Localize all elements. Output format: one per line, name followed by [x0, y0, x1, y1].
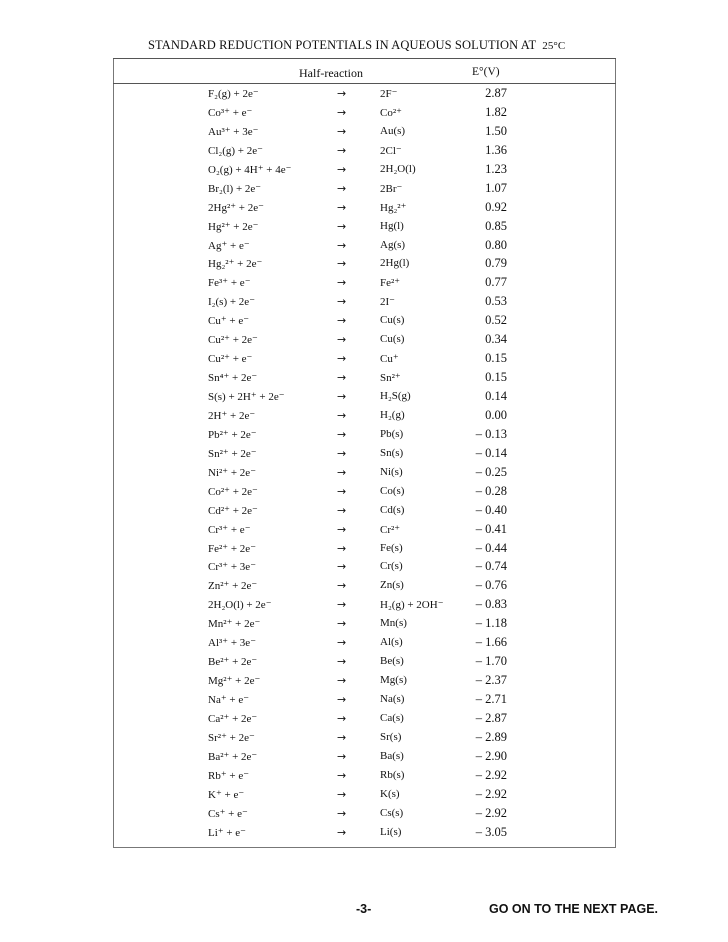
half-reaction-reactants: Au³⁺ + 3e⁻: [208, 125, 259, 138]
half-reaction-reactants: Sn⁴⁺ + 2e⁻: [208, 372, 258, 385]
table-row: [0, 236, 728, 255]
standard-potential: 0.77: [485, 275, 507, 290]
standard-potential: – 0.13: [475, 426, 507, 441]
half-reaction-products: 2Br⁻: [380, 182, 403, 195]
half-reaction-products: Au(s): [380, 124, 406, 137]
half-reaction-reactants: Be²⁺ + 2e⁻: [208, 656, 258, 669]
reaction-arrow: →: [337, 768, 347, 782]
table-row: [0, 179, 728, 198]
half-reaction-reactants: Co²⁺ + 2e⁻: [208, 485, 258, 498]
standard-potential: – 0.83: [475, 597, 507, 612]
table-row: [0, 690, 728, 709]
reaction-arrow: →: [337, 390, 347, 403]
half-reaction-reactants: I₂(s) + 2e⁻: [208, 296, 255, 309]
table-row: [0, 444, 728, 463]
column-header-potential: E°(V): [472, 66, 500, 78]
half-reaction-reactants: Cs⁺ + e⁻: [208, 807, 248, 820]
half-reaction-reactants: Mn²⁺ + 2e⁻: [208, 618, 261, 631]
reaction-arrow: →: [337, 408, 347, 422]
table-body: [0, 84, 728, 842]
reaction-arrow: →: [337, 219, 347, 233]
half-reaction-products: Sr(s): [380, 730, 402, 743]
standard-potential: 1.23: [485, 161, 507, 176]
half-reaction-products: Li(s): [380, 825, 402, 838]
standard-potential: – 0.25: [475, 464, 507, 479]
half-reaction-products: Pb(s): [380, 427, 404, 440]
half-reaction-reactants: Ba²⁺ + 2e⁻: [208, 750, 258, 763]
table-row: [0, 160, 728, 179]
standard-potential: 0.15: [485, 370, 507, 385]
half-reaction-products: Mg(s): [380, 674, 407, 687]
standard-potential: – 2.92: [475, 805, 507, 820]
half-reaction-reactants: Ca²⁺ + 2e⁻: [208, 712, 258, 725]
table-row: [0, 463, 728, 482]
standard-potential: 0.92: [485, 199, 507, 214]
half-reaction-reactants: Li⁺ + e⁻: [208, 826, 246, 839]
half-reaction-reactants: O₂(g) + 4H⁺ + 4e⁻: [208, 163, 292, 176]
table-row: [0, 103, 728, 122]
table-row: [0, 330, 728, 349]
half-reaction-reactants: Al³⁺ + 3e⁻: [208, 637, 256, 650]
table-row: [0, 122, 728, 141]
standard-potential: – 1.70: [475, 654, 507, 669]
reaction-arrow: →: [337, 143, 347, 157]
half-reaction-products: Ag(s): [380, 238, 406, 251]
half-reaction-products: Al(s): [380, 636, 403, 649]
standard-potential: 1.07: [485, 180, 507, 195]
reaction-arrow: →: [337, 711, 347, 725]
standard-potential: 0.14: [485, 389, 507, 403]
half-reaction-reactants: Cl₂(g) + 2e⁻: [208, 144, 263, 157]
table-row: [0, 387, 728, 406]
half-reaction-reactants: Cr³⁺ + e⁻: [208, 523, 251, 536]
half-reaction-products: Co²⁺: [380, 106, 402, 119]
reaction-arrow: →: [337, 446, 347, 460]
half-reaction-reactants: Sr²⁺ + 2e⁻: [208, 731, 255, 744]
standard-potential: – 2.71: [475, 692, 507, 706]
standard-potential: 0.53: [485, 294, 507, 309]
half-reaction-products: 2F⁻: [380, 88, 398, 100]
half-reaction-products: Mn(s): [380, 617, 407, 630]
standard-potential: – 0.74: [475, 559, 507, 574]
standard-potential: – 2.90: [475, 748, 507, 763]
table-row: [0, 804, 728, 823]
table-row: [0, 349, 728, 368]
standard-potential: 1.50: [485, 123, 507, 138]
half-reaction-products: Hg₂²⁺: [380, 201, 407, 214]
half-reaction-reactants: Sn²⁺ + 2e⁻: [208, 447, 257, 460]
half-reaction-products: Cs(s): [380, 806, 404, 819]
table-row: [0, 254, 728, 273]
reaction-arrow: →: [337, 579, 347, 593]
reaction-arrow: →: [337, 484, 347, 498]
half-reaction-products: K(s): [380, 787, 400, 800]
table-row: [0, 785, 728, 804]
reaction-arrow: →: [337, 560, 347, 574]
standard-potential: – 0.41: [475, 521, 507, 536]
half-reaction-products: Cr(s): [380, 560, 403, 573]
standard-potential: – 1.66: [475, 635, 507, 650]
reaction-arrow: →: [337, 257, 347, 271]
half-reaction-products: Fe(s): [380, 541, 403, 554]
half-reaction-products: Cd(s): [380, 503, 405, 516]
reaction-arrow: →: [337, 636, 347, 650]
standard-potential: – 2.89: [475, 729, 507, 744]
reaction-arrow: →: [337, 200, 347, 214]
reaction-arrow: →: [337, 124, 347, 138]
reaction-arrow: →: [337, 295, 347, 309]
title-temperature: 25°C: [542, 40, 566, 52]
half-reaction-reactants: Hg₂²⁺ + 2e⁻: [208, 258, 263, 271]
half-reaction-products: Ni(s): [380, 465, 403, 478]
standard-potential: – 2.92: [475, 786, 507, 801]
half-reaction-reactants: Fe³⁺ + e⁻: [208, 277, 251, 290]
reaction-arrow: →: [337, 806, 347, 820]
standard-potential: – 2.87: [475, 710, 507, 725]
reaction-arrow: →: [337, 503, 347, 517]
table-row: [0, 311, 728, 330]
table-row: [0, 368, 728, 387]
half-reaction-reactants: Br₂(l) + 2e⁻: [208, 182, 262, 195]
reaction-arrow: →: [337, 825, 347, 839]
reaction-arrow: →: [337, 541, 347, 555]
table-row: [0, 501, 728, 520]
half-reaction-products: 2H₂O(l): [380, 162, 416, 175]
standard-potential: – 2.37: [475, 673, 507, 688]
reaction-arrow: →: [337, 730, 347, 744]
table-row: [0, 633, 728, 652]
table-row: [0, 595, 728, 614]
half-reaction-products: H₂(g) + 2OH⁻: [380, 599, 444, 612]
reaction-arrow: →: [337, 87, 347, 100]
reaction-arrow: →: [337, 314, 347, 328]
half-reaction-reactants: Hg²⁺ + 2e⁻: [208, 220, 259, 233]
reaction-arrow: →: [337, 787, 347, 801]
half-reaction-products: H₂S(g): [380, 390, 411, 402]
half-reaction-products: Rb(s): [380, 768, 405, 781]
standard-potential: – 0.44: [475, 540, 507, 555]
standard-potential: 0.80: [485, 237, 507, 252]
half-reaction-products: 2I⁻: [380, 296, 395, 309]
standard-potential: 0.15: [485, 351, 507, 366]
half-reaction-products: Ca(s): [380, 711, 404, 724]
half-reaction-reactants: Fe²⁺ + 2e⁻: [208, 542, 256, 555]
reaction-arrow: →: [337, 674, 347, 688]
table-row: [0, 557, 728, 576]
half-reaction-reactants: S(s) + 2H⁺ + 2e⁻: [208, 391, 285, 403]
reaction-arrow: →: [337, 617, 347, 631]
half-reaction-reactants: Co³⁺ + e⁻: [208, 106, 253, 119]
half-reaction-reactants: 2Hg²⁺ + 2e⁻: [208, 201, 264, 214]
column-header-half-reaction: Half-reaction: [299, 66, 363, 80]
standard-potential: – 0.40: [475, 502, 507, 517]
reaction-arrow: →: [337, 105, 347, 119]
half-reaction-products: Sn(s): [380, 446, 404, 459]
half-reaction-reactants: 2H⁺ + 2e⁻: [208, 409, 256, 422]
half-reaction-products: Fe²⁺: [380, 277, 401, 290]
table-row: [0, 652, 728, 671]
table-row: [0, 766, 728, 785]
half-reaction-reactants: Ag⁺ + e⁻: [208, 239, 250, 252]
reaction-arrow: →: [337, 655, 347, 669]
table-row: [0, 614, 728, 633]
table-row: [0, 747, 728, 766]
half-reaction-reactants: Rb⁺ + e⁻: [208, 769, 250, 782]
reaction-arrow: →: [337, 427, 347, 441]
reaction-arrow: →: [337, 162, 347, 176]
next-page-notice: GO ON TO THE NEXT PAGE.: [489, 902, 659, 916]
reaction-arrow: →: [337, 598, 347, 612]
table-row: [0, 823, 728, 842]
table-row: [0, 671, 728, 690]
reaction-arrow: →: [337, 371, 347, 385]
reaction-arrow: →: [337, 749, 347, 763]
standard-potential: 1.36: [485, 142, 507, 157]
half-reaction-reactants: Cu⁺ + e⁻: [208, 315, 250, 328]
standard-potential: 0.34: [485, 332, 507, 347]
table-row: [0, 482, 728, 501]
half-reaction-products: Sn²⁺: [380, 372, 401, 385]
half-reaction-reactants: Mg²⁺ + 2e⁻: [208, 675, 261, 688]
title-text: STANDARD REDUCTION POTENTIALS IN AQUEOUS SOLUTION AT: [148, 38, 537, 52]
table-row: [0, 406, 728, 425]
half-reaction-reactants: Ni²⁺ + 2e⁻: [208, 466, 256, 479]
half-reaction-products: Cu⁺: [380, 353, 399, 366]
table-row: [0, 425, 728, 444]
half-reaction-products: Cu(s): [380, 333, 405, 346]
reaction-arrow: →: [337, 352, 347, 366]
reaction-arrow: →: [337, 522, 347, 536]
reaction-arrow: →: [337, 276, 347, 290]
table-row: [0, 539, 728, 558]
table-row: [0, 273, 728, 292]
half-reaction-reactants: Cr³⁺ + 3e⁻: [208, 561, 256, 574]
table-row: [0, 520, 728, 539]
table-row: [0, 141, 728, 160]
standard-potential: 0.85: [485, 218, 507, 233]
page-title: [148, 38, 565, 53]
table-row: [0, 292, 728, 311]
half-reaction-reactants: K⁺ + e⁻: [208, 788, 245, 801]
table-row: [0, 84, 728, 103]
half-reaction-reactants: Zn²⁺ + 2e⁻: [208, 580, 258, 593]
half-reaction-products: Hg(l): [380, 219, 404, 232]
half-reaction-reactants: F₂(g) + 2e⁻: [208, 88, 259, 100]
standard-potential: 2.87: [485, 86, 507, 100]
standard-potential: – 0.14: [475, 445, 507, 460]
standard-potential: 1.82: [485, 104, 507, 119]
half-reaction-products: H₂(g): [380, 408, 405, 421]
half-reaction-products: Cu(s): [380, 314, 405, 327]
standard-potential: 0.79: [485, 256, 507, 271]
reaction-arrow: →: [337, 693, 347, 706]
reaction-arrow: →: [337, 238, 347, 252]
half-reaction-products: Co(s): [380, 484, 405, 497]
standard-potential: – 3.05: [475, 824, 507, 839]
half-reaction-products: Ba(s): [380, 749, 404, 762]
standard-potential: 0.00: [485, 407, 507, 422]
standard-potential: 0.52: [485, 313, 507, 328]
half-reaction-reactants: Na⁺ + e⁻: [208, 694, 250, 706]
table-row: [0, 198, 728, 217]
table-row: [0, 217, 728, 236]
table-row: [0, 709, 728, 728]
half-reaction-products: 2Cl⁻: [380, 144, 402, 157]
half-reaction-reactants: 2H₂O(l) + 2e⁻: [208, 599, 272, 612]
half-reaction-products: Cr²⁺: [380, 523, 401, 536]
half-reaction-products: Zn(s): [380, 579, 404, 592]
reaction-arrow: →: [337, 181, 347, 195]
half-reaction-products: Be(s): [380, 655, 404, 668]
standard-potential: – 0.76: [475, 578, 507, 593]
half-reaction-products: 2Hg(l): [380, 257, 410, 270]
half-reaction-reactants: Cd²⁺ + 2e⁻: [208, 504, 258, 517]
table-row: [0, 728, 728, 747]
table-row: [0, 576, 728, 595]
page-number: -3-: [356, 902, 372, 916]
reaction-arrow: →: [337, 465, 347, 479]
standard-potential: – 0.28: [475, 483, 507, 498]
standard-potential: – 1.18: [475, 616, 507, 631]
standard-potential: – 2.92: [475, 767, 507, 782]
half-reaction-reactants: Pb²⁺ + 2e⁻: [208, 428, 257, 441]
half-reaction-products: Na(s): [380, 693, 405, 705]
half-reaction-reactants: Cu²⁺ + 2e⁻: [208, 334, 258, 347]
half-reaction-reactants: Cu²⁺ + e⁻: [208, 353, 253, 366]
reaction-arrow: →: [337, 333, 347, 347]
